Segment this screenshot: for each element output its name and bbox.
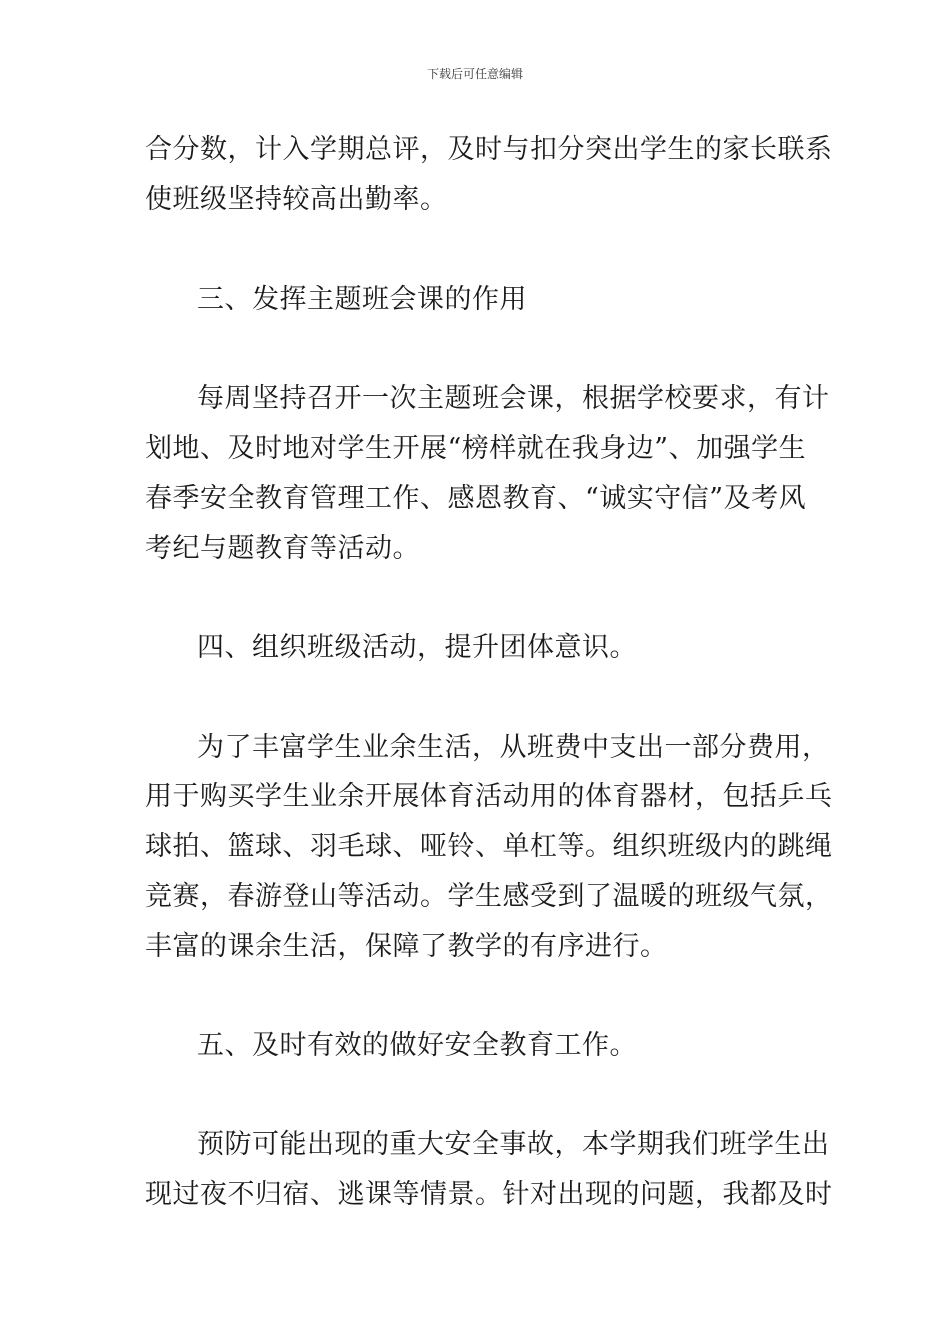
paragraph-line: 划地、及时地对学生开展“榜样就在我身边”、加强学生 (145, 433, 807, 464)
header-note: 下载后可任意编辑 (426, 67, 523, 81)
paragraph-line: 竞赛，春游登山等活动。学生感受到了温暖的班级气氛， (145, 881, 833, 912)
paragraph-line: 每周坚持召开一次主题班会课，根据学校要求，有计 (197, 383, 830, 414)
section-heading: 四、组织班级活动，提升团体意识。 (197, 632, 637, 663)
paragraph-line: 使班级坚持较高出勤率。 (145, 184, 448, 215)
paragraph-line: 为了丰富学生业余生活，从班费中支出一部分费用， (197, 732, 830, 763)
paragraph-line: 合分数，计入学期总评，及时与扣分突出学生的家长联系 (145, 134, 833, 165)
paragraph-line: 春季安全教育管理工作、感恩教育、“诚实守信”及考风 (145, 483, 807, 514)
section-heading: 三、发挥主题班会课的作用 (197, 284, 527, 315)
paragraph-line: 现过夜不归宿、逃课等情景。针对出现的问题，我都及时 (145, 1179, 833, 1210)
paragraph-line: 考纪与题教育等活动。 (145, 533, 420, 564)
paragraph-line: 预防可能出现的重大安全事故，本学期我们班学生出 (197, 1129, 830, 1160)
section-heading: 五、及时有效的做好安全教育工作。 (197, 1030, 637, 1061)
paragraph-line: 丰富的课余生活，保障了教学的有序进行。 (145, 931, 668, 962)
paragraph-line: 用于购买学生业余开展体育活动用的体育器材，包括乒乓 (145, 781, 833, 812)
paragraph-line: 球拍、篮球、羽毛球、哑铃、单杠等。组织班级内的跳绳 (145, 831, 833, 862)
